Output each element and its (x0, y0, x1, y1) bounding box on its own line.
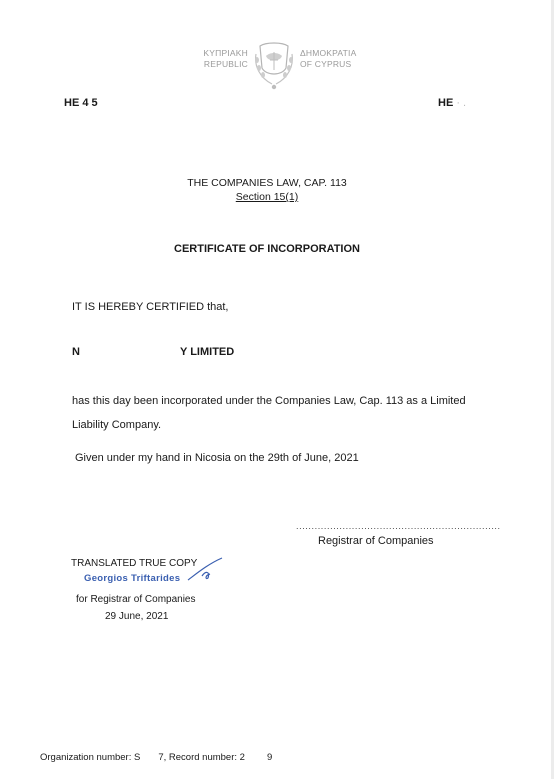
coat-of-arms-icon (252, 40, 296, 94)
translation-date: 29 June, 2021 (105, 611, 169, 622)
signature-scribble-icon (186, 556, 226, 582)
section-reference: Section 15(1) (235, 191, 299, 203)
registration-ref-left: HE 4 5 (64, 97, 98, 109)
registration-ref-right: HE · . (438, 97, 467, 109)
law-title: THE COMPANIES LAW, CAP. 113 (187, 177, 347, 189)
for-registrar: for Registrar of Companies (76, 594, 196, 605)
translator-stamp: Georgios Triftarides (84, 573, 181, 584)
incorporation-line-2: Liability Company. (72, 419, 162, 431)
emblem-text-left: ΚΥΠΡΙΑΚΗ REPUBLIC (203, 48, 248, 69)
given-under-hand: Given under my hand in Nicosia on the 29th of June, 2021 (75, 452, 359, 464)
certificate-title: CERTIFICATE OF INCORPORATION (174, 243, 360, 255)
coat-of-arms (200, 40, 360, 94)
translated-copy-label: TRANSLATED TRUE COPY (71, 558, 198, 569)
company-name-end: Y LIMITED (180, 346, 235, 358)
company-name-start: N (72, 346, 80, 358)
incorporation-line-1: has this day been incorporated under the Companies Law, Cap. 113 as a Limited (72, 395, 466, 407)
signature-line: .................................................................. (296, 521, 501, 531)
emblem-text-right: ΔΗΜΟΚΡΑΤΙΑ OF CYPRUS (300, 48, 357, 69)
certified-statement: IT IS HEREBY CERTIFIED that, (72, 301, 229, 313)
footer-organization-info: Organization number: S 7, Record number: 2 9 (40, 752, 273, 763)
registrar-label: Registrar of Companies (318, 535, 434, 547)
